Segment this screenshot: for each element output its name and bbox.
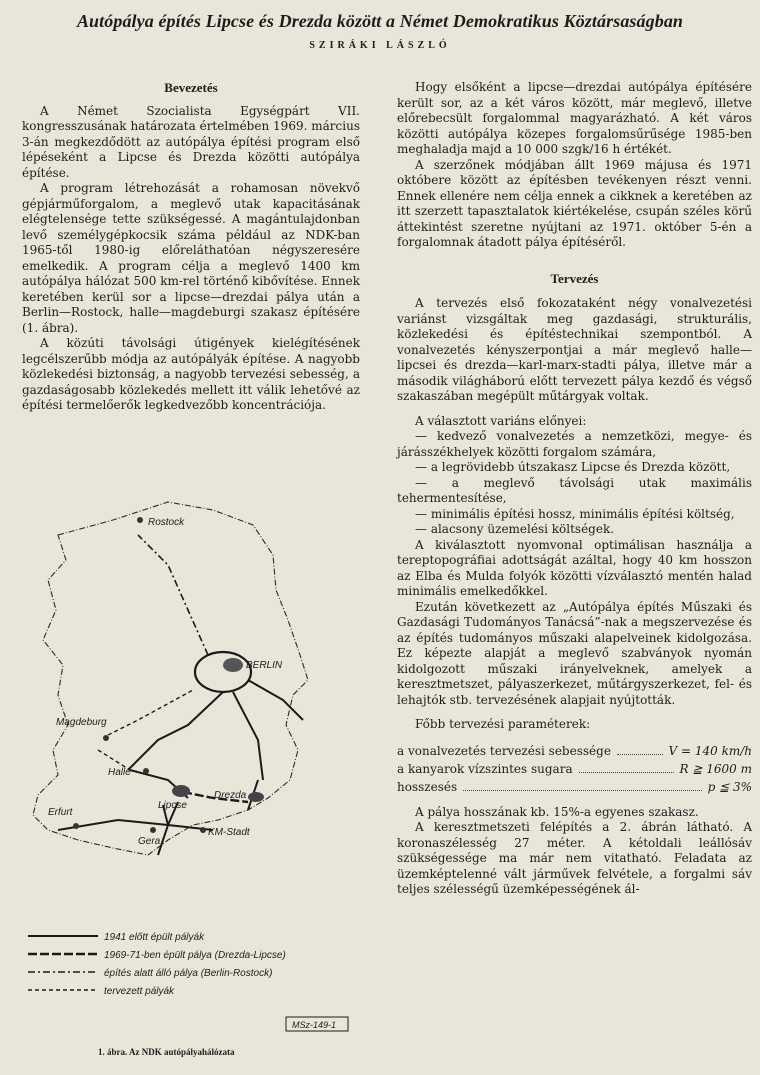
legend-item-under-construction: építés alatt álló pálya (Berlin-Rostock) (104, 968, 273, 979)
left-column (22, 80, 360, 414)
city-label-kmstadt: KM-Stadt (208, 827, 250, 838)
route-1941 (248, 680, 303, 720)
paragraph: A keresztmetszeti felépítés a 2. ábrán látható. A koronaszélesség 27 méter. A kétoldali leállósáv szükségessége ma már nem vitatható. Feladata az üzemképtelenné vált járművek felvétele, a forgalmi sáv teljes szélességű üzemképességének ál- (397, 820, 752, 896)
figure-caption: 1. ábra. Az NDK autópályahálózata (98, 1047, 235, 1057)
list-item: — kedvező vonalvezetés a nemzetközi, megye- és járásszékhelyek közötti forgalom számára, (397, 429, 752, 459)
city-mark-kmstadt (200, 827, 206, 833)
city-mark-halle (143, 768, 149, 774)
route-1941 (58, 820, 213, 830)
city-mark-magdeburg (103, 735, 109, 741)
article-title: Autópálya építés Lipcse és Drezda között a Német Demokratikus Köztársaságban (76, 11, 684, 31)
berlin-ring (195, 652, 251, 692)
paragraph: A program létrehozását a rohamosan növekvő gépjárműforgalom, a meglevő utak kapacitásának elégtelensége tette szükségessé. A magántulajdonban levő személygépkocsik száma például az NDK-ban 1965-től 1980-ig előreláthatóan négyszeresére emelkedik. A program célja a meglevő 1400 km autópálya hálózat 500 km-rel történő kibővítése. Ennek keretében kerül sor a lipcse—drezdai pálya után a Berlin—Rostock, halle—magdeburgi szakasz építésére (1. ábra). (22, 181, 360, 335)
city-mark-drezda (248, 792, 264, 802)
param-value: p ≦ 3% (707, 779, 752, 794)
section-heading-design: Tervezés (550, 270, 599, 286)
list-item: — a legrövidebb útszakasz Lipcse és Drezda között, (415, 460, 731, 474)
param-label: hosszesés (397, 779, 458, 794)
paragraph: Főbb tervezési paraméterek: (415, 717, 591, 731)
paragraph: Hogy elsőként a lipcse—drezdai autópálya építésére került sor, az a két város között, már meglevő, illetve előrebecsült forgalommal magyarázható. A két város közötti autópálya közepes forgalomsűrűsége 1985-ben meghaladja majd a 10 000 szgk/16 h értékét. (397, 80, 752, 156)
route-1941 (233, 692, 263, 780)
param-label: a kanyarok vízszintes sugara (397, 761, 573, 776)
param-row (397, 760, 752, 778)
city-label-rostock: Rostock (148, 517, 185, 528)
city-label-magdeburg: Magdeburg (56, 717, 107, 728)
param-value: V = 140 km/h (668, 743, 752, 758)
route-1941 (128, 692, 223, 770)
paragraph: Ezután következett az „Autópálya építés Műszaki és Gazdasági Tudományos Tanácsá”-nak a megszervezése és az építés tudományos műszaki alapelveinek kidolgozása. Ez képezte alapját a meglevő szabványok nyomán kidolgozott műszaki irányelveknek, amelyek a keresztmetszet, pályaszerkezet, műtárgyszerkezet, fel- és lehajtók stb. tervezésének alapjait nyújtották. (397, 599, 752, 707)
paragraph: A pálya hosszának kb. 15%-a egyenes szakasz. (415, 804, 699, 819)
autobahn-network-map (18, 480, 368, 1070)
city-label-halle: Halle (108, 767, 131, 778)
legend-item-1969-71: 1969-71-ben épült pálya (Drezda-Lipcse) (104, 950, 286, 961)
city-label-erfurt: Erfurt (48, 807, 73, 818)
right-column (397, 80, 752, 898)
city-mark-rostock (137, 517, 143, 523)
berlin-city-mark (223, 658, 243, 672)
paragraph: A tervezés első fokozataként négy vonalvezetési variánst vizsgáltak meg gazdasági, strukturális, közlekedési és építéstechnikai szempontból. A vonalvezetés kényszerpontjai a már meglevő halle—lipcsei és drezda—karl-marx-stadti pálya, illetve már a második világháború előtt tervezett pálya kezdő és végső szakaszában megépült műtárgyak voltak. (397, 296, 752, 403)
param-row (397, 742, 752, 760)
city-label-gera: Gera (138, 836, 161, 847)
list-item: — minimális építési hossz, minimális építési költség, (415, 506, 735, 521)
city-mark-erfurt (73, 823, 79, 829)
list-item: — a meglevő távolsági utak maximális tehermentesítése, (397, 475, 752, 505)
advantages-list (397, 429, 752, 538)
paragraph: A közúti távolsági útigények kielégítésének legcélszerűbb módja az autópályák építése. A nagyobb közlekedési biztonság, a nagyobb tervezési sebesség, a gazdaságosabb közlekedés mellett itt válik lehetővé az építési termelőerők legkedvezőbb koncentrációja. (22, 336, 360, 412)
paragraph: A választott variáns előnyei: (415, 413, 587, 428)
paragraph: A szerzőnek módjában állt 1969 májusa és 1971 októbere között az építésben tevékenyen részt venni. Ennek ellenére nem célja ennek a cikknek a keretében az itt szerzett tapasztalatok kiértékelése, csupán széles körű áttekintést szeretne nyújtani az 1971. október 5-én a forgalomnak átadott pálya építéséről. (397, 157, 752, 249)
param-row (397, 778, 752, 796)
legend-item-1941: 1941 előtt épült pályák (104, 932, 205, 943)
city-label-berlin: BERLIN (246, 660, 283, 671)
city-label-drezda: Drezda (214, 790, 247, 801)
city-label-lipcse: Lipcse (158, 800, 187, 811)
figure-tag: MSz-149-1 (292, 1020, 337, 1030)
author-name: SZIRÁKI LÁSZLÓ (309, 40, 451, 51)
city-mark-lipcse (172, 785, 190, 797)
paragraph: A Német Szocialista Egységpárt VII. kongresszusának határozata értelmében 1969. március 3-án megkezdődött az autópálya építési program első lépéseként a Lipcse és Drezda közötti autópálya építése. (22, 103, 360, 180)
param-label: a vonalvezetés tervezési sebessége (397, 743, 611, 758)
city-mark-gera (150, 827, 156, 833)
route-under-construction (138, 535, 208, 655)
paragraph: A kiválasztott nyomvonal optimálisan használja a tereptopográfiai adottságát azáltal, hogy 40 km hosszon az Elba és Mulda folyók közötti vízválasztó mentén halad minimális emelkedőkkel. (397, 537, 752, 598)
param-value: R ≧ 1600 m (679, 761, 752, 776)
list-item: — alacsony üzemelési költségek. (415, 522, 615, 536)
legend-item-planned: tervezett pályák (104, 986, 175, 997)
section-heading-intro: Bevezetés (164, 80, 218, 95)
